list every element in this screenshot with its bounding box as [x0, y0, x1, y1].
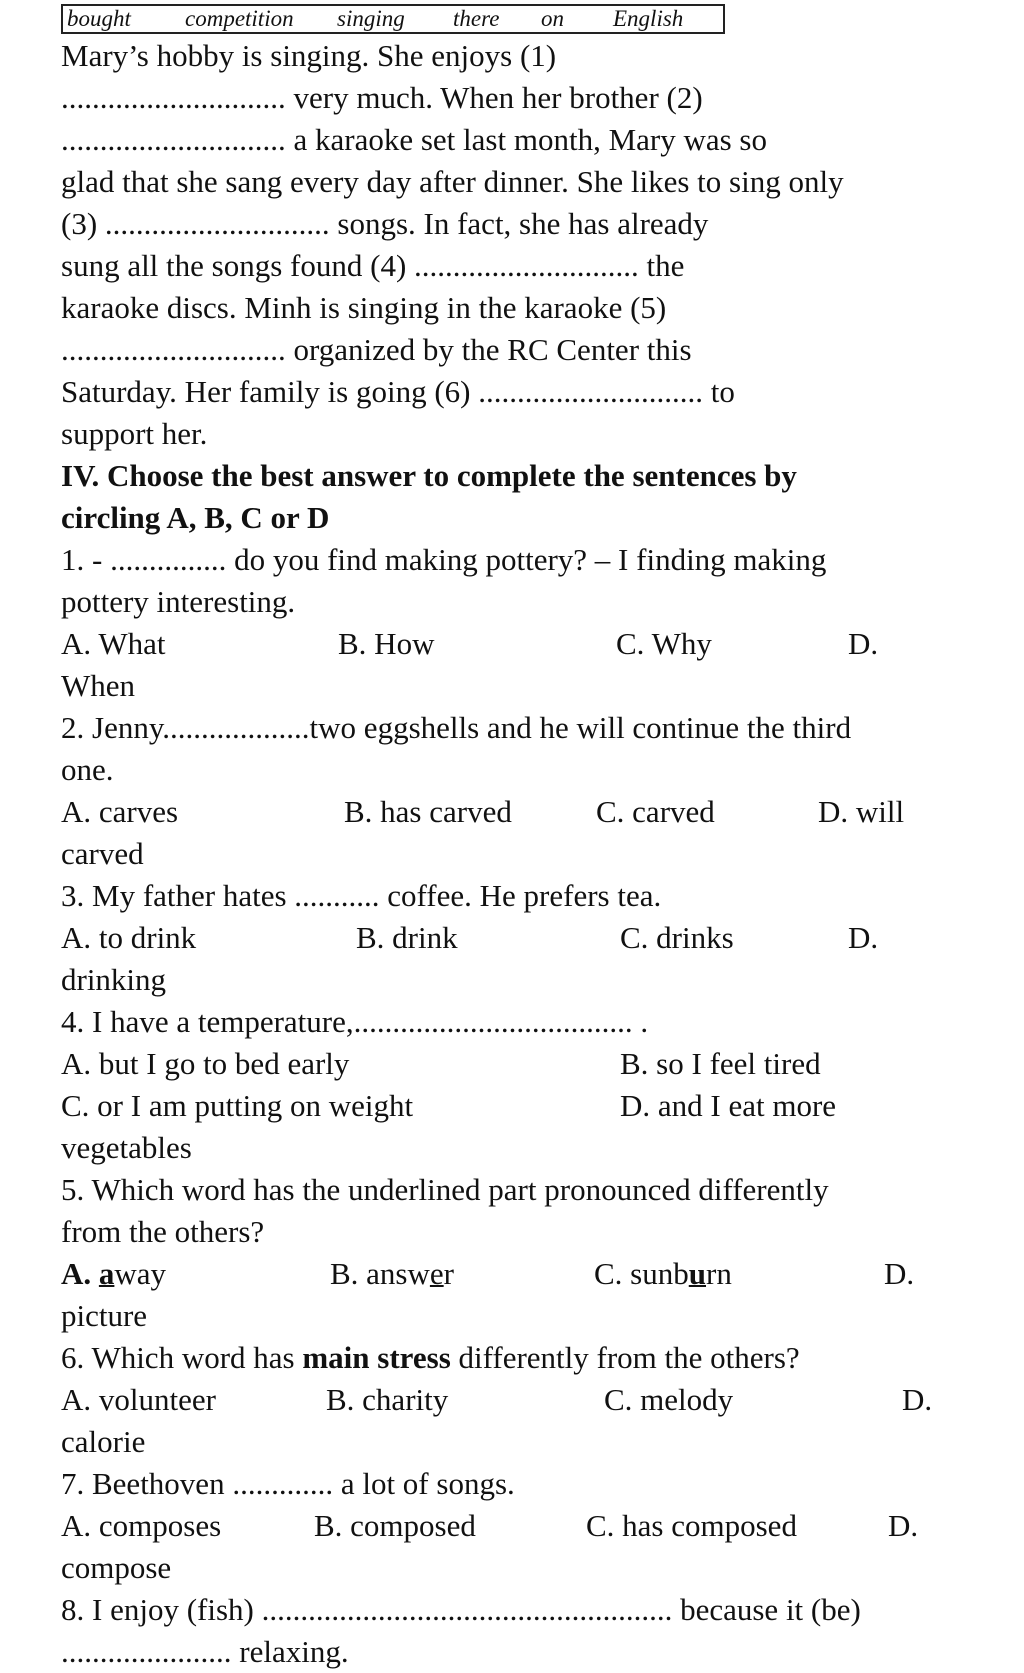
passage-line: Saturday. Her family is going (6) ............................. to [61, 374, 735, 409]
option-c[interactable]: C. Why [616, 626, 712, 661]
option-a-underlined: a [98, 1256, 115, 1291]
word-box-item: bought [67, 6, 131, 31]
passage-line: (3) ............................. songs. In fact, she has already [61, 206, 709, 241]
option-b[interactable]: B. composed [314, 1508, 476, 1543]
section-heading: IV. Choose the best answer to complete the sentences by [61, 458, 797, 493]
option-d-cont: When [61, 668, 136, 703]
passage-line: Mary’s hobby is singing. She enjoys (1) [61, 38, 557, 73]
option-d[interactable]: D. and I eat more [620, 1088, 837, 1123]
option-a[interactable]: A. volunteer [61, 1382, 216, 1417]
question-7: 7. Beethoven ............. a lot of songs. [61, 1466, 515, 1501]
option-d-cont: picture [61, 1298, 148, 1333]
option-c[interactable] [594, 1253, 732, 1295]
option-b[interactable]: B. so I feel tired [620, 1046, 821, 1081]
option-d[interactable]: D. [888, 1508, 919, 1543]
option-b[interactable]: B. How [338, 626, 435, 661]
option-b[interactable] [330, 1253, 454, 1295]
word-box-item: competition [185, 6, 294, 31]
option-d[interactable]: D. [848, 920, 879, 955]
question-6-post: differently from the others? [450, 1340, 800, 1375]
option-a[interactable]: A. What [61, 626, 166, 661]
option-d[interactable]: D. [884, 1256, 915, 1291]
passage-line: glad that she sang every day after dinner. She likes to sing only [61, 164, 844, 199]
option-b[interactable]: B. has carved [344, 794, 512, 829]
word-box-item: singing [337, 6, 405, 31]
option-a-label: A. [61, 1256, 92, 1291]
option-c-pre: C. sunb [594, 1256, 689, 1291]
option-c-post: rn [706, 1256, 732, 1291]
question-6-pre: 6. Which word has [61, 1340, 303, 1375]
option-d-cont: drinking [61, 962, 167, 997]
option-a[interactable]: A. to drink [61, 920, 197, 955]
word-box [61, 4, 725, 34]
option-d-cont: calorie [61, 1424, 146, 1459]
word-box-item: on [541, 6, 564, 31]
passage-line: ............................. very much. When her brother (2) [61, 80, 703, 115]
question-8: 8. I enjoy (fish) ..................................................... because it (be) [61, 1592, 861, 1627]
passage-line: sung all the songs found (4) ............................. the [61, 248, 685, 283]
question-8-cont: ...................... relaxing. [61, 1634, 349, 1669]
option-b-pre: B. answ [330, 1256, 430, 1291]
word-box-item: there [453, 6, 500, 31]
section-heading: circling A, B, C or D [61, 500, 330, 535]
option-d[interactable]: D. will [818, 794, 905, 829]
option-d-cont: compose [61, 1550, 172, 1585]
option-d[interactable]: D. [902, 1382, 933, 1417]
passage-line: support her. [61, 416, 208, 451]
passage-line: ............................. a karaoke set last month, Mary was so [61, 122, 767, 157]
option-a[interactable]: A. composes [61, 1508, 222, 1543]
question-5-cont: from the others? [61, 1214, 265, 1249]
word-box-item: English [613, 6, 684, 31]
question-6 [61, 1337, 800, 1379]
option-d-cont: carved [61, 836, 144, 871]
option-b[interactable]: B. drink [356, 920, 458, 955]
option-d[interactable]: D. [848, 626, 879, 661]
option-a[interactable]: A. carves [61, 794, 179, 829]
question-6-bold: main stress [302, 1340, 451, 1375]
option-d-cont: vegetables [61, 1130, 192, 1165]
question-1: 1. - ............... do you find making pottery? – I finding making [61, 542, 827, 577]
question-3: 3. My father hates ........... coffee. He prefers tea. [61, 878, 662, 913]
option-a-rest: way [114, 1256, 167, 1291]
option-c[interactable]: C. drinks [620, 920, 734, 955]
option-c-underlined: u [688, 1256, 706, 1291]
question-1-cont: pottery interesting. [61, 584, 296, 619]
passage-line: karaoke discs. Minh is singing in the karaoke (5) [61, 290, 667, 325]
option-b-post: r [443, 1256, 454, 1291]
option-c[interactable]: C. carved [596, 794, 715, 829]
option-c[interactable]: C. has composed [586, 1508, 797, 1543]
option-a[interactable] [61, 1253, 166, 1295]
option-a[interactable]: A. but I go to bed early [61, 1046, 350, 1081]
option-b-underlined: e [429, 1256, 444, 1291]
option-c[interactable]: C. melody [604, 1382, 734, 1417]
question-2-cont: one. [61, 752, 114, 787]
passage-line: ............................. organized by the RC Center this [61, 332, 692, 367]
option-c[interactable]: C. or I am putting on weight [61, 1088, 414, 1123]
question-4: 4. I have a temperature,.................................... . [61, 1004, 649, 1039]
question-2: 2. Jenny...................two eggshells and he will continue the third [61, 710, 852, 745]
option-b[interactable]: B. charity [326, 1382, 449, 1417]
question-5: 5. Which word has the underlined part pronounced differently [61, 1172, 829, 1207]
